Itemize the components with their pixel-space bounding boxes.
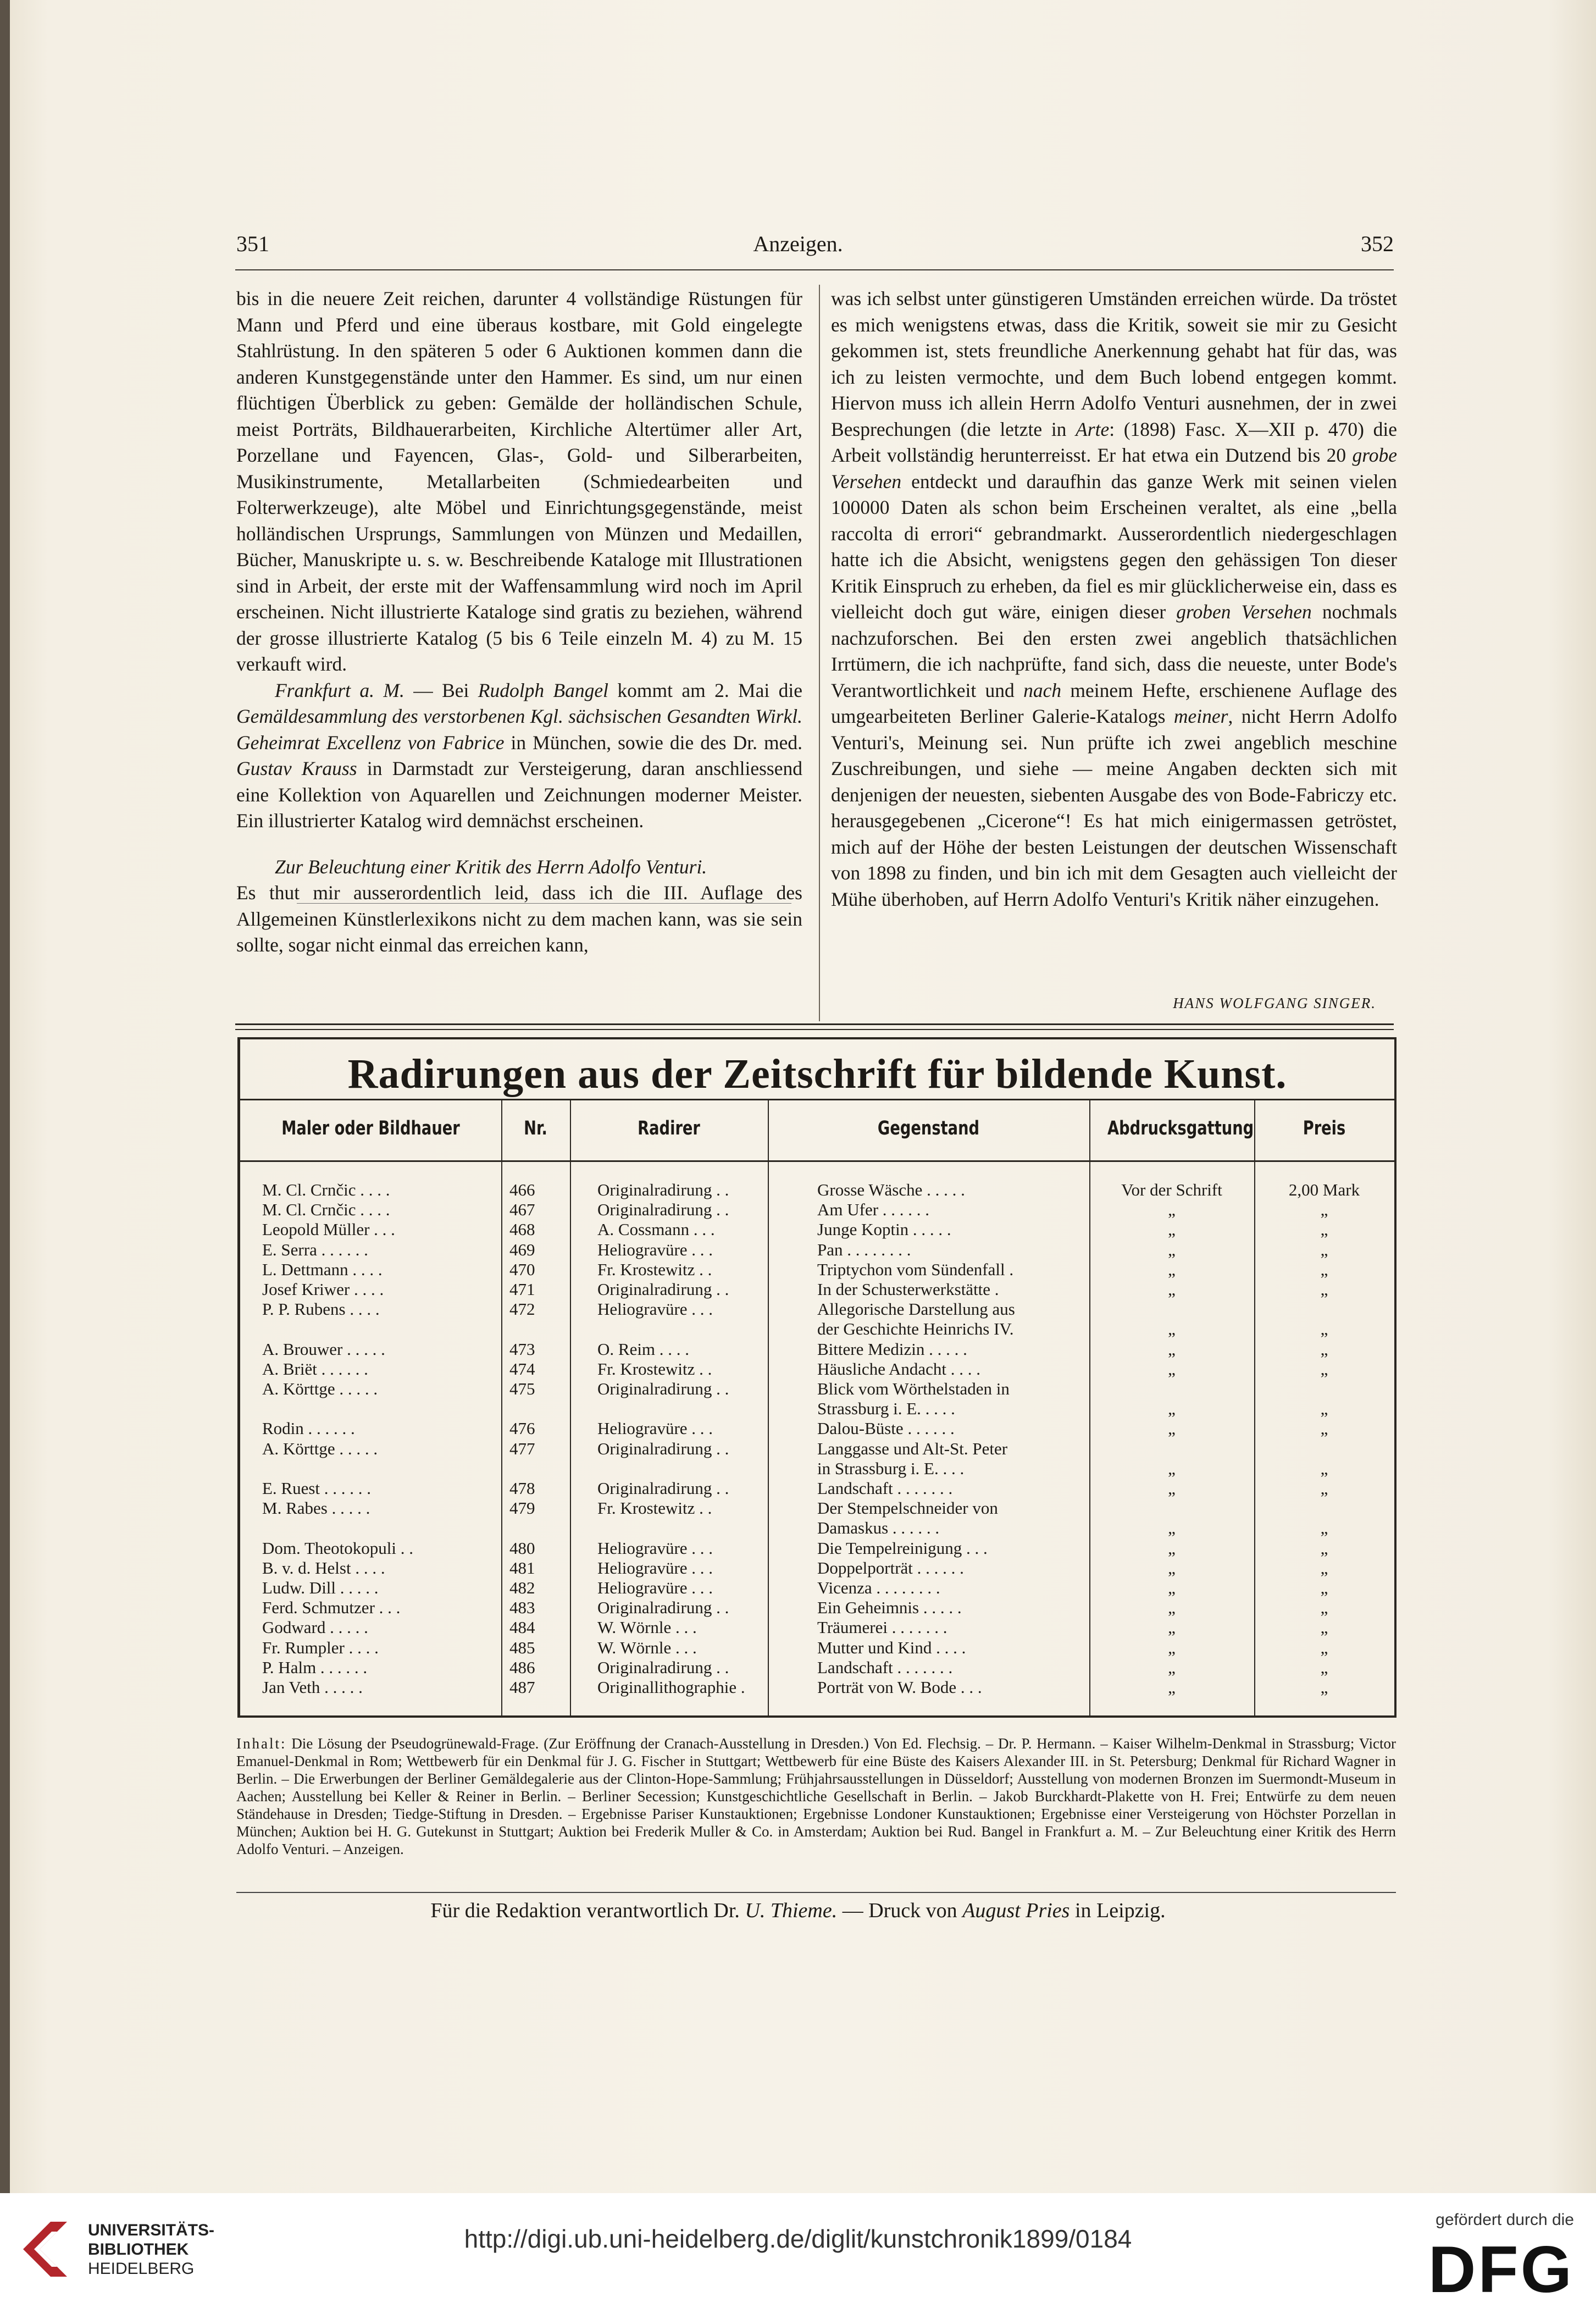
artist-cell: Godward . . . . . bbox=[262, 1618, 368, 1637]
page-number-left: 351 bbox=[236, 231, 269, 256]
etcher-cell: Fr. Krostewitz . . bbox=[597, 1498, 712, 1518]
print-state-cell: „ bbox=[1168, 1678, 1176, 1697]
number-cell bbox=[509, 1518, 564, 1538]
subject-cell: Vicenza . . . . . . . . bbox=[817, 1578, 940, 1597]
artist-cell bbox=[262, 1319, 493, 1339]
subject-cell: Triptychon vom Sündenfall . bbox=[817, 1259, 1014, 1279]
price-cell: 2,00 Mark bbox=[1288, 1180, 1360, 1199]
right-column bbox=[831, 286, 1397, 912]
subject-cell: Damaskus . . . . . . bbox=[817, 1518, 940, 1538]
auction-paragraph: bis in die neuere Zeit reichen, darunter 4 vollständige Rüstungen für Mann und Pferd und eine überaus kostbare, mit Gold eingelegte Stahlrüstung. In den späteren 5 oder 6 Auktionen kommen dann die anderen Kunstgegenstände unter den Hammer. Es sind, um nur einen flüchtigen Überblick zu geben: Gemälde der holländischen Schule, meist Porträts, Bildhauerarbeiten, Kirchliche Altertümer aller Art, Porzellane und Fayencen, Glas-, Gold- und Silberarbeiten, Musikinstrumente, Metallarbeiten (Schmiedearbeiten und Folterwerkzeuge), alte Möbel und Einrichtungsgegenstände, meist holländischen Ursprungs, Sammlungen von Münzen und Medaillen, Bücher, Manuskripte u. s. w. Beschreibende Kataloge mit Illustrationen sind in Arbeit, der erste mit der Waffensammlung wird noch im April erscheinen. Nicht illustrierte Kataloge sind gratis zu beziehen, während der grosse illustrierte Katalog (5 bis 6 Teile einzeln M. 4) zu M. 15 verkauft wird. bbox=[236, 287, 802, 675]
header-rule bbox=[235, 269, 1394, 270]
subject-cell: der Geschichte Heinrichs IV. bbox=[817, 1319, 1014, 1339]
etcher-cell: Originalradirung . . bbox=[597, 1180, 729, 1199]
emphasis: meiner bbox=[1173, 705, 1228, 727]
number-cell: 472 bbox=[509, 1299, 535, 1319]
etcher-cell: Heliogravüre . . . bbox=[597, 1239, 713, 1259]
column-header: Gegenstand bbox=[877, 1117, 980, 1139]
price-cell bbox=[1260, 1498, 1389, 1518]
artist-cell: E. Serra . . . . . . bbox=[262, 1239, 368, 1259]
number-cell: 485 bbox=[509, 1637, 535, 1657]
artist-cell: P. Halm . . . . . . bbox=[262, 1657, 368, 1677]
rule bbox=[236, 1892, 1396, 1893]
price-cell: „ bbox=[1320, 1259, 1328, 1279]
artist-cell: Leopold Müller . . . bbox=[262, 1220, 395, 1239]
price-cell: „ bbox=[1320, 1239, 1328, 1259]
number-cell: 487 bbox=[509, 1678, 535, 1697]
column-header: Nr. bbox=[524, 1117, 547, 1139]
editor-name: U. Thieme. bbox=[745, 1899, 838, 1922]
price-cell: „ bbox=[1320, 1578, 1328, 1597]
price-cell: „ bbox=[1320, 1558, 1328, 1578]
column-divider bbox=[768, 1099, 769, 1715]
price-cell: „ bbox=[1320, 1479, 1328, 1498]
number-cell: 482 bbox=[509, 1578, 535, 1597]
column-header: Abdrucksgattung bbox=[1107, 1117, 1254, 1139]
print-state-cell: „ bbox=[1168, 1558, 1176, 1578]
library-name-line: UNIVERSITÄTS- bbox=[88, 2221, 215, 2239]
price-cell: „ bbox=[1320, 1359, 1328, 1379]
number-cell: 473 bbox=[509, 1339, 535, 1359]
print-state-cell: „ bbox=[1168, 1220, 1176, 1239]
subject-cell: Junge Koptin . . . . . bbox=[817, 1220, 951, 1239]
etcher-cell bbox=[597, 1459, 762, 1479]
subject-cell: Landschaft . . . . . . . bbox=[817, 1657, 953, 1677]
number-cell: 480 bbox=[509, 1538, 535, 1558]
text-run: was ich selbst unter günstigeren Umständen erreichen würde. Da tröstet es mich wenigstens etwas, dass die Kritik, soweit sie mir zu Gesicht gekommen ist, stets freundliche Anerkennung gehabt hat für das, was ich zu leisten vermochte, und dem Buch lobend entgegen kommt. Hiervon muss ich allein Herrn Adolfo Venturi ausnehmen, der in zwei Besprechungen (die letzte in bbox=[831, 287, 1397, 440]
spacer bbox=[236, 834, 802, 854]
price-cell: „ bbox=[1320, 1399, 1328, 1419]
etchings-advertisement bbox=[237, 1037, 1396, 1718]
rule bbox=[235, 1023, 1394, 1025]
etcher-cell: W. Wörnle . . . bbox=[597, 1637, 697, 1657]
price-cell: „ bbox=[1320, 1458, 1328, 1478]
etcher-cell: Originalradirung . . bbox=[597, 1479, 729, 1498]
emphasis: groben Versehen bbox=[1176, 601, 1312, 623]
collection-name: Gemäldesammlung des verstorbenen Kgl. sächsischen Gesandten Wirkl. Geheimrat Excellenz von Fabrice bbox=[236, 705, 802, 754]
number-cell: 467 bbox=[509, 1200, 535, 1220]
print-state-cell: Vor der Schrift bbox=[1121, 1180, 1222, 1199]
artist-cell: Josef Kriwer . . . . bbox=[262, 1280, 384, 1299]
text-run: : (1898) Fasc. X—XII p. 470) die Arbeit vollständig herunterreisst. Er hat etwa ein Dutzend bis 20 bbox=[831, 418, 1397, 466]
ad-title: Radirungen aus der Zeitschrift für bildende Kunst. bbox=[347, 1051, 1287, 1097]
etcher-cell: O. Reim . . . . bbox=[597, 1339, 690, 1359]
price-cell: „ bbox=[1320, 1220, 1328, 1239]
printer-name: August Pries bbox=[962, 1899, 1070, 1922]
venturi-paragraph bbox=[236, 854, 802, 959]
table-header-rule bbox=[240, 1160, 1394, 1162]
imprint bbox=[0, 1899, 1596, 1923]
column-header: Maler oder Bildhauer bbox=[281, 1117, 460, 1139]
etcher-cell: Originalradirung . . bbox=[597, 1200, 729, 1220]
price-cell: „ bbox=[1320, 1678, 1328, 1697]
text-run: Für die Redaktion verantwortlich Dr. bbox=[430, 1899, 745, 1922]
number-cell bbox=[509, 1399, 564, 1419]
column-header: Preis bbox=[1303, 1117, 1346, 1139]
firm-name: Rudolph Bangel bbox=[478, 679, 608, 701]
section-divider bbox=[297, 903, 791, 904]
print-state-cell: „ bbox=[1168, 1458, 1176, 1478]
contents-label: Inhalt: bbox=[236, 1735, 287, 1752]
text-run: in Leipzig. bbox=[1069, 1899, 1166, 1922]
number-cell bbox=[509, 1459, 564, 1479]
text-run: nochmals nachzuforschen. Bei den ersten zwei angeblich thatsächlichen Irrtümern, die ich nachprüfte, fand sich, dass die neueste, unter Bode's Verantwortlichkeit und bbox=[831, 601, 1397, 701]
print-state-cell bbox=[1095, 1299, 1249, 1319]
subject-cell: Bittere Medizin . . . . . bbox=[817, 1339, 967, 1359]
text-run: in Darmstadt zur Versteigerung, daran anschliessend eine Kollektion von Aquarellen und Zeichnungen moderner Meister. Ein illustrierter Katalog wird demnächst erscheinen. bbox=[236, 757, 802, 832]
permalink[interactable]: http://digi.ub.uni-heidelberg.de/diglit/kunstchronik1899/0184 bbox=[464, 2224, 1132, 2253]
journal-name: Arte bbox=[1076, 418, 1110, 440]
place-name: Frankfurt a. M. bbox=[275, 679, 404, 701]
text-run: in München, sowie die des Dr. med. bbox=[504, 731, 803, 754]
number-cell: 468 bbox=[509, 1220, 535, 1239]
venturi-continuation bbox=[831, 286, 1397, 912]
print-state-cell: „ bbox=[1168, 1578, 1176, 1597]
table-top-rule bbox=[240, 1099, 1394, 1100]
subject-cell: In der Schusterwerkstätte . bbox=[817, 1280, 999, 1299]
subject-cell: Strassburg i. E. . . . . bbox=[817, 1399, 955, 1419]
print-state-cell: „ bbox=[1168, 1399, 1176, 1419]
print-state-cell: „ bbox=[1168, 1339, 1176, 1359]
etcher-cell: Fr. Krostewitz . . bbox=[597, 1359, 712, 1379]
number-cell: 474 bbox=[509, 1359, 535, 1379]
etcher-cell: Heliogravüre . . . bbox=[597, 1299, 713, 1319]
price-cell: „ bbox=[1320, 1200, 1328, 1220]
subject-cell: in Strassburg i. E. . . . bbox=[817, 1458, 965, 1478]
number-cell: 475 bbox=[509, 1379, 535, 1398]
subject-cell: Doppelporträt . . . . . . bbox=[817, 1558, 964, 1578]
artist-cell: M. Rabes . . . . . bbox=[262, 1498, 370, 1518]
artist-cell: Ferd. Schmutzer . . . bbox=[262, 1598, 401, 1618]
text-run: — Bei bbox=[404, 679, 478, 701]
artist-cell: E. Ruest . . . . . . bbox=[262, 1479, 372, 1498]
text-run: — Druck von bbox=[837, 1899, 963, 1922]
artist-cell: Rodin . . . . . . bbox=[262, 1419, 355, 1438]
price-cell: „ bbox=[1320, 1280, 1328, 1299]
emphasis: grobe Versehen bbox=[831, 444, 1397, 492]
artist-cell: A. Körttge . . . . . bbox=[262, 1379, 378, 1398]
number-cell: 484 bbox=[509, 1618, 535, 1637]
number-cell bbox=[509, 1319, 564, 1339]
price-cell bbox=[1260, 1439, 1389, 1459]
text-run: meinem Hefte, erschienene Auflage des umgearbeiteten Berliner Galerie-Katalogs bbox=[831, 679, 1398, 727]
text-run: kommt am 2. Mai die bbox=[608, 679, 802, 701]
artist-cell: Ludw. Dill . . . . . bbox=[262, 1578, 379, 1597]
subject-cell: Grosse Wäsche . . . . . bbox=[817, 1180, 965, 1199]
artist-cell: M. Cl. Crnčic . . . . bbox=[262, 1200, 390, 1220]
number-cell: 479 bbox=[509, 1498, 535, 1518]
artist-cell: Dom. Theotokopuli . . bbox=[262, 1538, 413, 1558]
column-divider bbox=[1254, 1099, 1255, 1715]
frankfurt-paragraph bbox=[236, 678, 802, 834]
print-state-cell: „ bbox=[1168, 1259, 1176, 1279]
etcher-cell: Originallithographie . bbox=[597, 1678, 745, 1697]
number-cell: 469 bbox=[509, 1239, 535, 1259]
etcher-cell: Originalradirung . . bbox=[597, 1280, 729, 1299]
number-cell: 477 bbox=[509, 1438, 535, 1458]
print-state-cell: „ bbox=[1168, 1479, 1176, 1498]
print-state-cell: „ bbox=[1168, 1280, 1176, 1299]
price-cell: „ bbox=[1320, 1618, 1328, 1637]
etcher-cell: Originalradirung . . bbox=[597, 1598, 729, 1618]
running-title: Anzeigen. bbox=[753, 231, 843, 256]
print-state-cell: „ bbox=[1168, 1657, 1176, 1677]
price-cell bbox=[1260, 1379, 1389, 1399]
subject-cell: Landschaft . . . . . . . bbox=[817, 1479, 953, 1498]
print-state-cell: „ bbox=[1168, 1618, 1176, 1637]
number-cell: 481 bbox=[509, 1558, 535, 1578]
print-state-cell: „ bbox=[1168, 1200, 1176, 1220]
price-cell: „ bbox=[1320, 1419, 1328, 1438]
section-heading: Zur Beleuchtung einer Kritik des Herrn Adolfo Venturi. bbox=[275, 855, 707, 878]
etcher-cell: Heliogravüre . . . bbox=[597, 1578, 713, 1597]
artist-cell bbox=[262, 1459, 493, 1479]
etcher-cell bbox=[597, 1399, 762, 1419]
artist-cell: Fr. Rumpler . . . . bbox=[262, 1637, 379, 1657]
etcher-cell: Heliogravüre . . . bbox=[597, 1419, 713, 1438]
number-cell: 470 bbox=[509, 1259, 535, 1279]
number-cell: 486 bbox=[509, 1657, 535, 1677]
print-state-cell: „ bbox=[1168, 1319, 1176, 1339]
print-state-cell: „ bbox=[1168, 1239, 1176, 1259]
subject-cell: Träumerei . . . . . . . bbox=[817, 1618, 947, 1637]
library-name-line: BIBLIOTHEK bbox=[88, 2240, 189, 2259]
funding-note: gefördert durch die bbox=[1436, 2211, 1574, 2229]
artist-cell: P. P. Rubens . . . . bbox=[262, 1299, 380, 1319]
column-divider bbox=[501, 1099, 502, 1715]
column-rule bbox=[819, 285, 820, 1021]
column-header: Radirer bbox=[638, 1117, 700, 1139]
artist-cell: A. Briët . . . . . . bbox=[262, 1359, 368, 1379]
etcher-cell: Originalradirung . . bbox=[597, 1438, 729, 1458]
subject-cell: Dalou-Büste . . . . . . bbox=[817, 1419, 955, 1438]
subject-cell: Porträt von W. Bode . . . bbox=[817, 1678, 982, 1697]
subject-cell: Am Ufer . . . . . . bbox=[817, 1200, 930, 1220]
rule bbox=[235, 1029, 1394, 1030]
page-edge bbox=[0, 0, 10, 2193]
etcher-cell bbox=[597, 1319, 762, 1339]
subject-cell: Allegorische Darstellung aus bbox=[817, 1299, 1015, 1319]
price-cell bbox=[1260, 1299, 1389, 1319]
etcher-cell: Originalradirung . . bbox=[597, 1379, 729, 1398]
print-state-cell bbox=[1095, 1498, 1249, 1518]
artist-cell: L. Dettmann . . . . bbox=[262, 1259, 383, 1279]
artist-cell bbox=[262, 1518, 493, 1538]
left-column bbox=[236, 286, 802, 959]
etcher-cell: Fr. Krostewitz . . bbox=[597, 1259, 712, 1279]
number-cell: 478 bbox=[509, 1479, 535, 1498]
subject-cell: Pan . . . . . . . . bbox=[817, 1239, 911, 1259]
column-divider bbox=[570, 1099, 571, 1715]
price-cell: „ bbox=[1320, 1538, 1328, 1558]
number-cell: 471 bbox=[509, 1280, 535, 1299]
subject-cell: Der Stempelschneider von bbox=[817, 1498, 998, 1518]
emphasis: nach bbox=[1023, 679, 1062, 701]
number-cell: 466 bbox=[509, 1180, 535, 1199]
number-cell: 476 bbox=[509, 1419, 535, 1438]
text-run: Es thut mir ausserordentlich leid, dass ich die III. Auflage des Allgemeinen Künstlerlexikons nicht zu dem machen kann, was sie sein sollte, sogar nicht einmal das erreichen kann, bbox=[236, 882, 802, 956]
page-number-right: 352 bbox=[1361, 231, 1394, 256]
number-cell: 483 bbox=[509, 1598, 535, 1618]
price-cell: „ bbox=[1320, 1339, 1328, 1359]
dfg-logo: DFG bbox=[1428, 2233, 1574, 2306]
text-run: entdeckt und daraufhin das ganze Werk mit seinen vielen 100000 Daten als schon beim Erscheinen veraltet, als eine „bella raccolta di errori“ gebrandmarkt. Ausserordentlich niedergeschlagen hatte ich die Absicht, wenigstens gegen den gehässigen Ton dieser Kritik Einspruch zu erheben, da fiel es mir glücklicherweise ein, dass es vielleicht doch gut wäre, einigen dieser bbox=[831, 470, 1397, 623]
subject-cell: Ein Geheimnis . . . . . bbox=[817, 1598, 962, 1618]
price-cell: „ bbox=[1320, 1319, 1328, 1339]
artist-cell bbox=[262, 1399, 493, 1419]
etcher-cell: Heliogravüre . . . bbox=[597, 1538, 713, 1558]
subject-cell: Die Tempelreinigung . . . bbox=[817, 1538, 988, 1558]
price-cell: „ bbox=[1320, 1637, 1328, 1657]
artist-cell: A. Brouwer . . . . . bbox=[262, 1339, 385, 1359]
artist-cell: Jan Veth . . . . . bbox=[262, 1678, 363, 1697]
column-divider bbox=[1089, 1099, 1090, 1715]
subject-cell: Langgasse und Alt-St. Peter bbox=[817, 1438, 1008, 1458]
person-name: Gustav Krauss bbox=[236, 757, 357, 779]
etcher-cell: A. Cossmann . . . bbox=[597, 1220, 715, 1239]
print-state-cell: „ bbox=[1168, 1637, 1176, 1657]
artist-cell: B. v. d. Helst . . . . bbox=[262, 1558, 385, 1578]
price-cell: „ bbox=[1320, 1518, 1328, 1538]
price-cell: „ bbox=[1320, 1598, 1328, 1618]
library-name-line: HEIDELBERG bbox=[88, 2260, 195, 2278]
print-state-cell: „ bbox=[1168, 1598, 1176, 1618]
contents-block bbox=[236, 1735, 1396, 1858]
print-state-cell bbox=[1095, 1439, 1249, 1459]
subject-cell: Blick vom Wörthelstaden in bbox=[817, 1379, 1010, 1398]
subject-cell: Mutter und Kind . . . . bbox=[817, 1637, 966, 1657]
artist-cell: M. Cl. Crnčic . . . . bbox=[262, 1180, 390, 1199]
etcher-cell: Originalradirung . . bbox=[597, 1657, 729, 1677]
contents-text: Die Lösung der Pseudogrünewald-Frage. (Zur Eröffnung der Cranach-Ausstellung in Dresden.) Von Ed. Flechsig. – Dr. P. Hermann. – Kaiser Wilhelm-Denkmal in Strassburg; Victor Emanuel-Denkmal in Rom; Wettbewerb für ein Denkmal für J. G. Fischer in Stuttgart; Wettbewerb für eine Büste des Kaisers Alexander III. in St. Petersburg; Denkmal für Richard Wagner in Berlin. – Die Erwerbungen der Berliner Gemäldegalerie aus der Clinton-Hope-Sammlung; Frühjahrsausstellungen in Düsseldorf; Ausstellung von modernen Bronzen im Suermondt-Museum in Aachen; Ausstellung bei Keller & Reiner in Berlin. – Berliner Secession; Kunstgeschichtliche Gesellschaft in Berlin. – Jakob Burckhardt-Plakette von H. Frei; Entwürfe zu dem neuen Ständehause in Dresden; Tiedge-Stiftung in Dresden. – Ergebnisse Pariser Kunstauktionen; Ergebnisse Londoner Kunstauktionen; Ergebnisse einer Versteigerung von Höchster Porzellan in München; Auktion bei H. G. Gutekunst in Stuttgart; Auktion bei Frederik Muller & Co. in Amsterdam; Auktion bei Rud. Bangel in Frankfurt a. M. – Zur Beleuchtung einer Kritik des Herrn Adolfo Venturi. – Anzeigen. bbox=[236, 1735, 1396, 1857]
print-state-cell bbox=[1095, 1379, 1249, 1399]
price-cell: „ bbox=[1320, 1657, 1328, 1677]
print-state-cell: „ bbox=[1168, 1419, 1176, 1438]
print-state-cell: „ bbox=[1168, 1359, 1176, 1379]
etcher-cell: W. Wörnle . . . bbox=[597, 1618, 697, 1637]
artist-cell: A. Körttge . . . . . bbox=[262, 1438, 378, 1458]
etcher-cell bbox=[597, 1518, 762, 1538]
text-run: , nicht Herrn Adolfo Venturi's, Meinung sei. Nun prüfte ich zwei angeblich meschine Zuschreibungen, und siehe — meine Angaben deckten sich mit denjenigen der neuesten, siebenten Ausgabe des von Bode-Fabriczy etc. herausgegebenen „Cicerone“! Es hat mich einigermassen getröstet, mich auf der Höhe der besten Leistungen der deutschen Wissenschaft von 1898 zu finden, und bin ich mit dem Gesagten auch vielleicht der Mühe überhoben, auf Herrn Adolfo Venturi's Kritik näher einzugehen. bbox=[831, 705, 1397, 910]
subject-cell: Häusliche Andacht . . . . bbox=[817, 1359, 981, 1379]
signature: HANS WOLFGANG SINGER. bbox=[1173, 995, 1376, 1011]
print-state-cell: „ bbox=[1168, 1518, 1176, 1538]
etcher-cell: Heliogravüre . . . bbox=[597, 1558, 713, 1578]
print-state-cell: „ bbox=[1168, 1538, 1176, 1558]
